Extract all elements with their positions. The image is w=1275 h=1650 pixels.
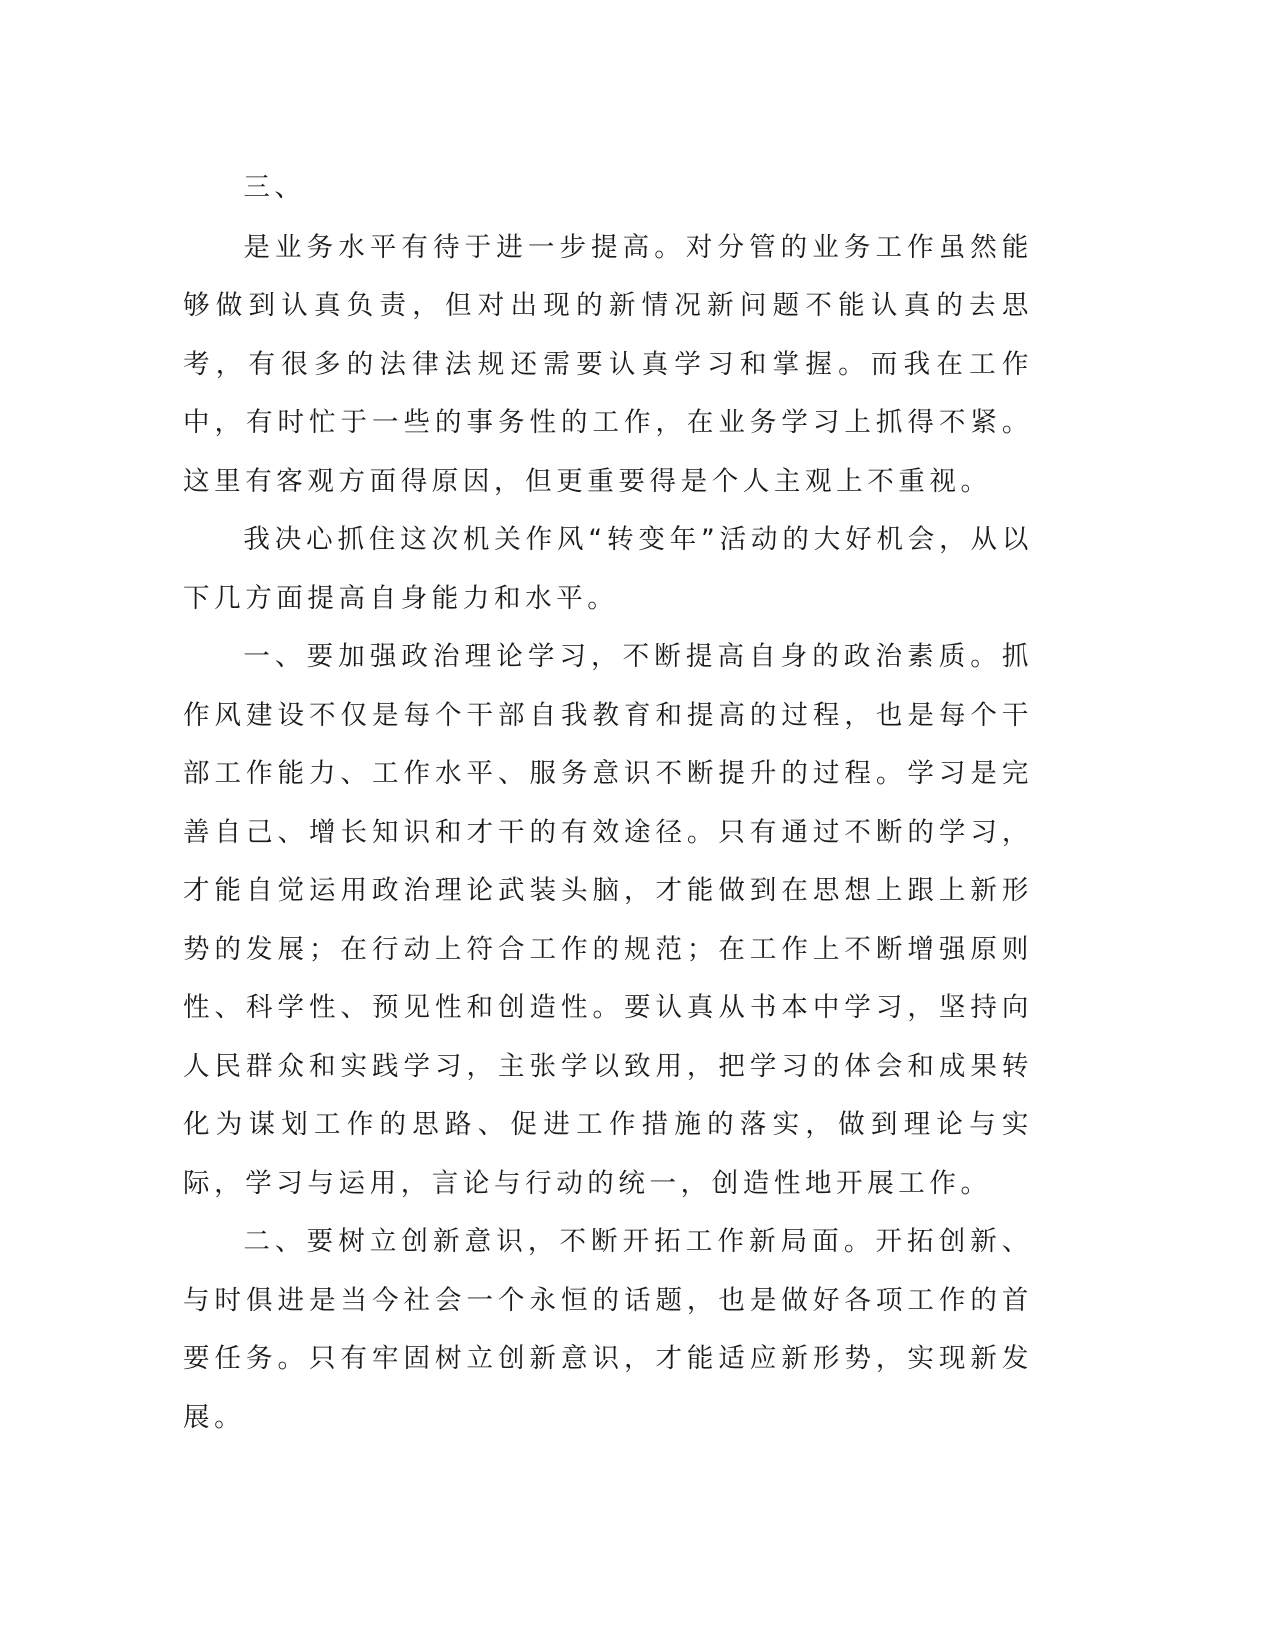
paragraph-innovation: 二、要树立创新意识，不断开拓工作新局面。开拓创新、与时俱进是当今社会一个永恒的话题，也是做好各项工作的首要任务。只有牢固树立创新意识，才能适应新形势，实现新发展。	[183, 1226, 1033, 1433]
paragraph-resolution: 我决心抓住这次机关作风“转变年”活动的大好机会，从以下几方面提高自身能力和水平。	[183, 524, 1033, 614]
paragraph-business-level: 是业务水平有待于进一步提高。对分管的业务工作虽然能够做到认真负责，但对出现的新情况新问题不能认真的去思考，有很多的法律法规还需要认真学习和掌握。而我在工作中，有时忙于一些的事务性的工作，在业务学习上抓得不紧。这里有客观方面得原因，但更重要得是个人主观上不重视。	[183, 231, 1033, 497]
section-number-heading: 三、	[243, 172, 306, 203]
paragraph-political-theory: 一、要加强政治理论学习，不断提高自身的政治素质。抓作风建设不仅是每个干部自我教育和提高的过程，也是每个干部工作能力、工作水平、服务意识不断提升的过程。学习是完善自己、增长知识和才干的有效途径。只有通过不断的学习，才能自觉运用政治理论武装头脑，才能做到在思想上跟上新形势的发展；在行动上符合工作的规范；在工作上不断增强原则性、科学性、预见性和创造性。要认真从书本中学习，坚持向人民群众和实践学习，主张学以致用，把学习的体会和成果转化为谋划工作的思路、促进工作措施的落实，做到理论与实际，学习与运用，言论与行动的统一，创造性地开展工作。	[183, 641, 1033, 1199]
document-body	[183, 159, 1033, 1447]
